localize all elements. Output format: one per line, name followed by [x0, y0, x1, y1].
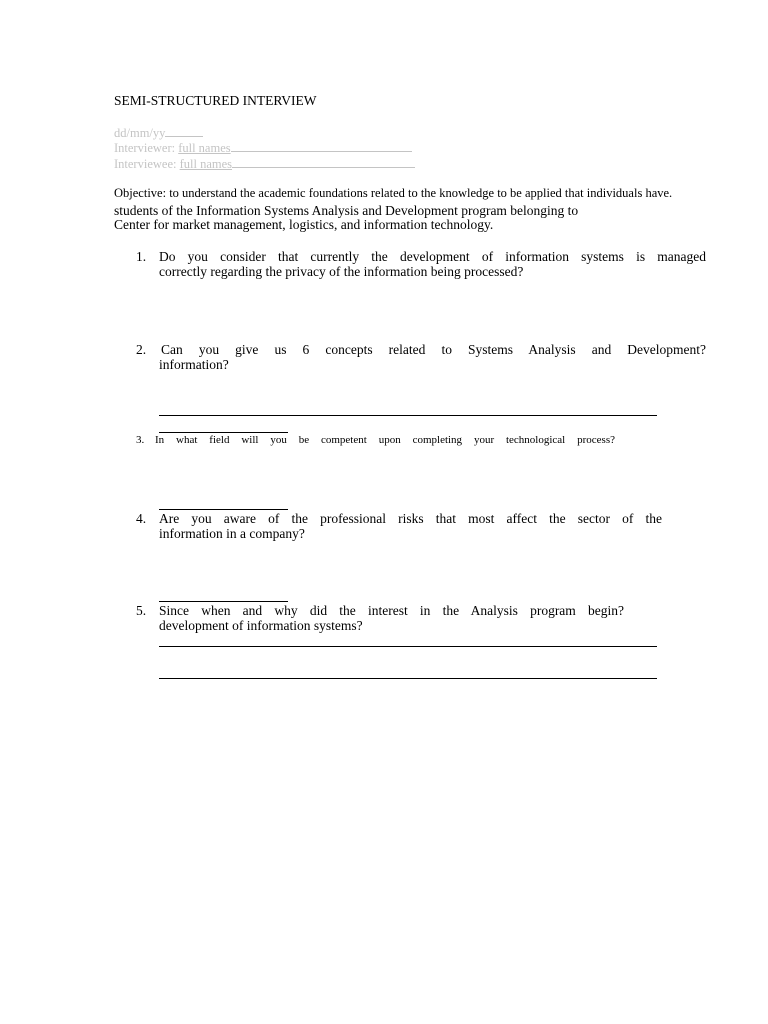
question-4-line-1: Are you aware of the professional risks that most affect the sector of the	[159, 511, 662, 526]
interviewee-label: Interviewee:	[114, 157, 177, 171]
question-5-line-1: Since when and why did the interest in the Analysis program begin?	[159, 603, 624, 618]
question-2-line-2: information?	[159, 357, 229, 372]
interviewer-field	[114, 140, 412, 156]
question-1-line-1: Do you consider that currently the development of information systems is managed	[159, 249, 706, 264]
interviewee-blank	[232, 156, 415, 168]
date-label: dd/mm/yy	[114, 126, 166, 140]
question-4-line-2: information in a company?	[159, 526, 305, 541]
answer-line[interactable]	[159, 415, 657, 416]
interviewer-label: Interviewer:	[114, 141, 176, 155]
question-2-number: 2.	[136, 342, 147, 357]
interviewer-blank	[231, 140, 412, 152]
date-blank	[165, 125, 203, 137]
objective-line-3: Center for market management, logistics, and information technology.	[114, 217, 494, 232]
answer-line[interactable]	[159, 646, 657, 647]
objective-line-2: students of the Information Systems Analysis and Development program belonging to	[114, 203, 579, 218]
question-3-line-1: In what field will you be competent upon completing your technological process?	[155, 434, 615, 446]
answer-line[interactable]	[159, 509, 288, 510]
question-5-line-2: development of information systems?	[159, 618, 363, 633]
interviewee-value: full names	[179, 157, 233, 171]
interviewee-field	[114, 156, 415, 172]
question-4-number: 4.	[136, 511, 147, 526]
interviewer-value: full names	[178, 141, 231, 155]
question-3-number: 3.	[136, 434, 145, 446]
question-5-number: 5.	[136, 603, 147, 618]
question-1-number: 1.	[136, 249, 147, 264]
document-title: SEMI-STRUCTURED INTERVIEW	[114, 93, 317, 108]
answer-line[interactable]	[159, 678, 657, 679]
question-2-line-1: Can you give us 6 concepts related to Systems Analysis and Development?	[161, 342, 706, 357]
date-field	[114, 125, 203, 141]
question-1-line-2: correctly regarding the privacy of the information being processed?	[159, 264, 524, 279]
answer-line[interactable]	[159, 601, 288, 602]
objective-line-1: Objective: to understand the academic foundations related to the knowledge to be applied that individuals have.	[114, 186, 673, 200]
